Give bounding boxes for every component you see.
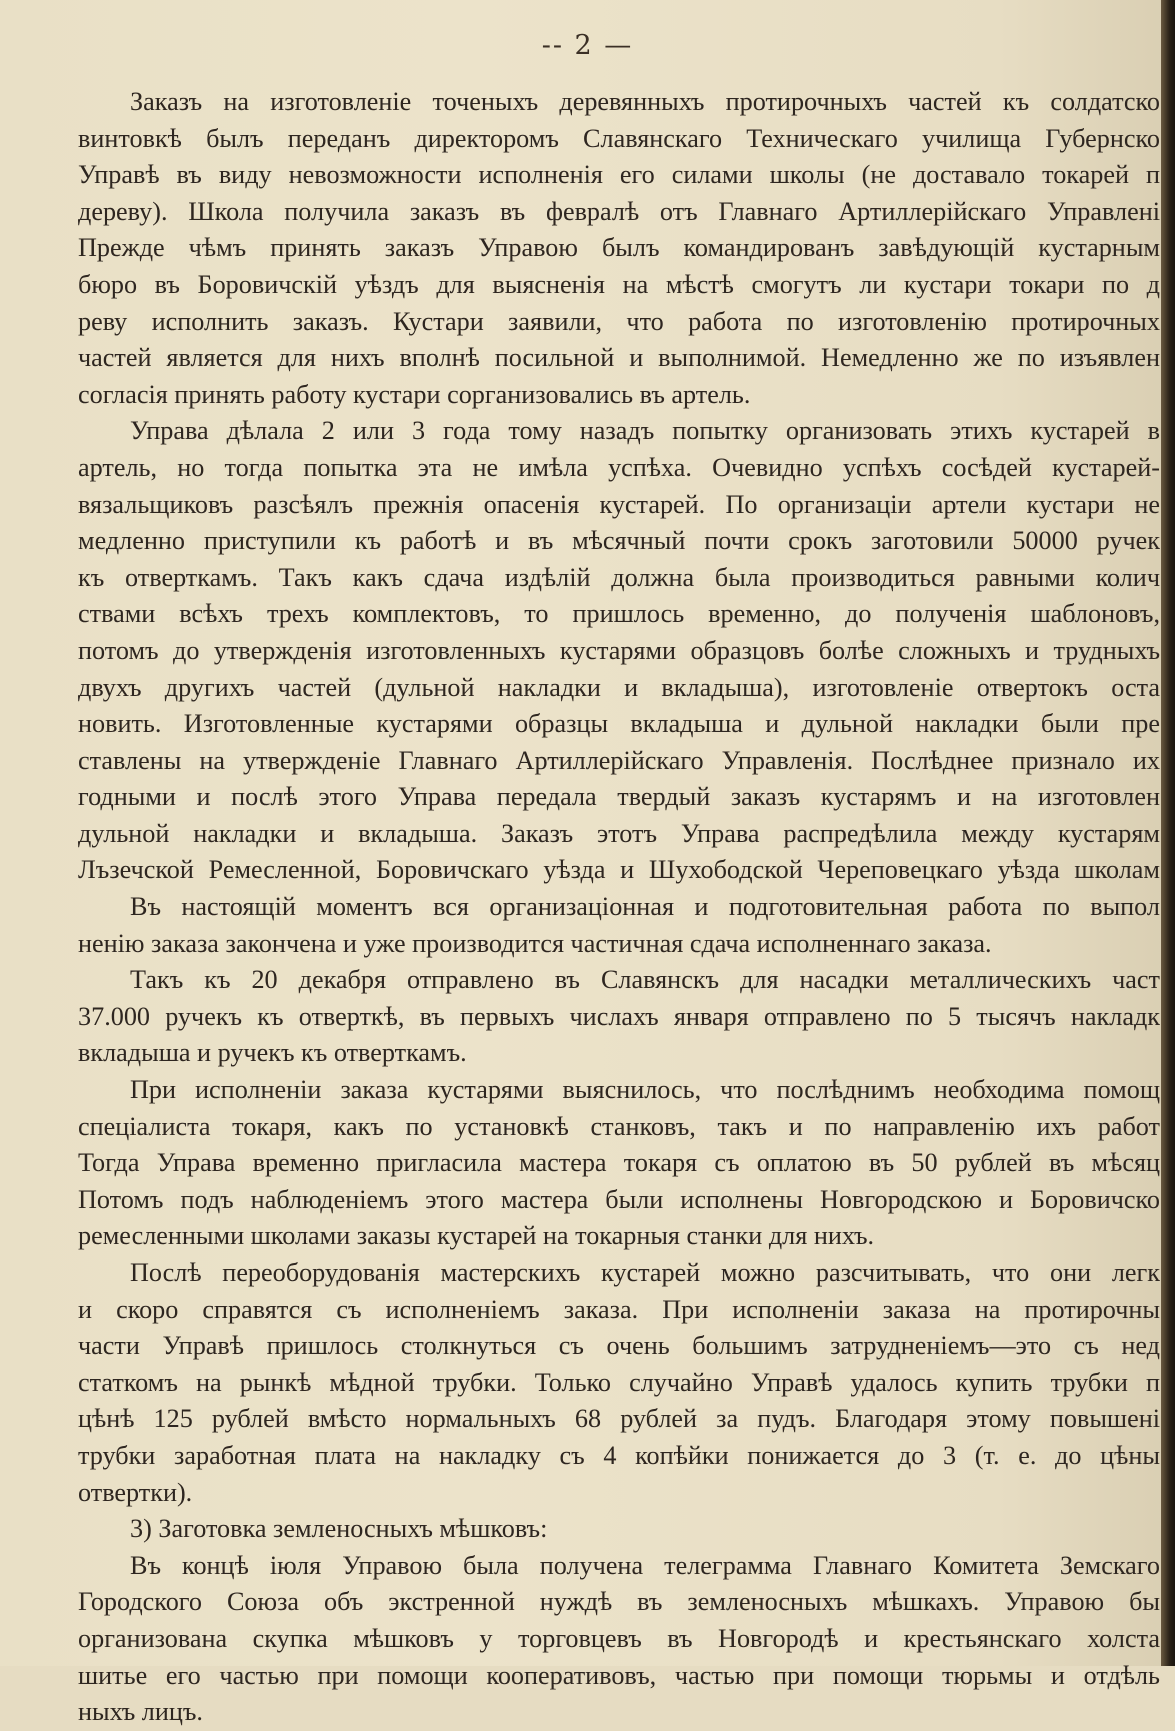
body-text [78,84,1160,1731]
text-line: годными и послѣ этого Управа передала твердый заказъ кустарямъ и на изготовлен [78,782,1160,812]
text-line: Въ концѣ іюля Управою была получена телеграмма Главнаго Комитета Земскаго [130,1550,1160,1580]
text-line: вязальщиковъ разсѣялъ прежнія опасенія кустарей. По организаціи артели кустари не [78,489,1160,519]
text-line: ставлены на утвержденіе Главнаго Артиллерійскаго Управленія. Послѣднее признало их [78,745,1160,775]
text-line: Лъзечской Ремесленной, Боровичскаго уѣзда и Шухободской Череповецкаго уѣзда школам [78,855,1160,885]
text-line: части Управѣ пришлось столкнуться съ очень большимъ затрудненіемъ—это съ нед [78,1331,1160,1361]
text-line: дереву). Школа получила заказъ въ февралѣ отъ Главнаго Артиллерійскаго Управлені [78,196,1160,226]
text-line: винтовкѣ былъ переданъ директоромъ Славянскаго Техническаго училища Губернско [78,123,1160,153]
text-line: ствами всѣхъ трехъ комплектовъ, то пришлось временно, до полученія шаблоновъ, [78,599,1160,629]
text-line: Прежде чѣмъ принять заказъ Управою былъ командированъ завѣдующій кустарным [78,233,1160,263]
text-line: 37.000 ручекъ къ отверткѣ, въ первыхъ числахъ января отправлено по 5 тысячъ накладк [78,1001,1160,1031]
text-line: 3) Заготовка земленосныхъ мѣшковъ: [130,1514,548,1544]
text-line: Такъ къ 20 декабря отправлено въ Славянскъ для насадки металлическихъ част [130,965,1160,995]
text-line: Городского Союза объ экстренной нуждѣ въ земленосныхъ мѣшкахъ. Управою бы [78,1587,1160,1617]
text-line: Тогда Управа временно пригласила мастера токаря съ оплатою въ 50 рублей въ мѣсяц [78,1148,1160,1178]
text-line: ремесленными школами заказы кустарей на токарныя станки для нихъ. [78,1221,875,1251]
text-line: организована скупка мѣшковъ у торговцевъ въ Новгородѣ и крестьянскаго холста [78,1623,1160,1653]
page-number: -- 2 — [541,30,634,61]
text-line: ненію заказа закончена и уже производится частичная сдача исполненнаго заказа. [78,928,992,958]
text-line: вкладыша и ручекъ къ отверткамъ. [78,1038,467,1068]
text-line: Управѣ въ виду невозможности исполненія его силами школы (не доставало токарей п [78,160,1160,190]
text-line: шитье его частью при помощи кооперативовъ, частью при помощи тюрьмы и отдѣль [78,1660,1160,1690]
text-line: При исполненіи заказа кустарями выяснилось, что послѣднимъ необходима помощ [130,1075,1160,1105]
text-line: Послѣ переоборудованія мастерскихъ кустарей можно разсчитывать, что они легк [130,1258,1160,1287]
text-line: ныхъ лицъ. [78,1697,203,1727]
text-line: реву исполнить заказъ. Кустари заявили, что работа по изготовленію протирочных [78,306,1160,336]
text-line: цѣнѣ 125 рублей вмѣсто нормальныхъ 68 рублей за пудъ. Благодаря этому повышені [78,1404,1160,1434]
text-line: артель, но тогда попытка эта не имѣла успѣха. Очевидно успѣхъ сосѣдей кустарей- [78,452,1160,482]
text-line: Управа дѣлала 2 или 3 года тому назадъ попытку организовать этихъ кустарей в [130,416,1160,446]
text-line: бюро въ Боровичскій уѣздъ для выясненія на мѣстѣ смогутъ ли кустари токари по д [78,269,1160,299]
text-line: и скоро справятся съ исполненіемъ заказа. При исполненіи заказа на протирочны [78,1294,1160,1324]
text-line: отвертки). [78,1477,193,1507]
text-line: трубки заработная плата на накладку съ 4 копѣйки понижается до 3 (т. е. до цѣны [78,1440,1160,1470]
text-line: новить. Изготовленные кустарями образцы вкладыша и дульной накладки были пре [78,709,1160,739]
text-line: статкомъ на рынкѣ мѣдной трубки. Только случайно Управѣ удалось купить трубки п [78,1367,1160,1397]
text-line: Въ настоящій моментъ вся организаціонная и подготовительная работа по выпол [130,892,1160,922]
book-spine-edge [1161,0,1175,1666]
text-line: потомъ до утвержденія изготовленныхъ кустарями образцовъ болѣе сложныхъ и трудныхъ [78,635,1160,665]
text-line: согласія принять работу кустари сорганизовались въ артель. [78,379,751,409]
text-line: медленно приступили къ работѣ и въ мѣсячный почти срокъ заготовили 50000 ручек [78,526,1160,556]
text-line: спеціалиста токаря, какъ по установкѣ станковъ, такъ и по направленію ихъ работ [78,1111,1160,1141]
text-line: дульной накладки и вкладыша. Заказъ этотъ Управа распредѣлила между кустарям [78,818,1160,848]
text-line: двухъ другихъ частей (дульной накладки и вкладыша), изготовленіе отвертокъ оста [78,672,1160,702]
text-line: къ отверткамъ. Такъ какъ сдача издѣлій должна была производиться равными колич [78,562,1160,592]
text-line: Потомъ подъ наблюденіемъ этого мастера были исполнены Новгородскою и Боровичско [78,1184,1160,1214]
text-line: частей является для нихъ вполнѣ посильной и выполнимой. Немедленно же по изъявлен [78,343,1160,373]
text-line: Заказъ на изготовленіе точеныхъ деревянныхъ протирочныхъ частей къ солдатско [130,87,1160,116]
